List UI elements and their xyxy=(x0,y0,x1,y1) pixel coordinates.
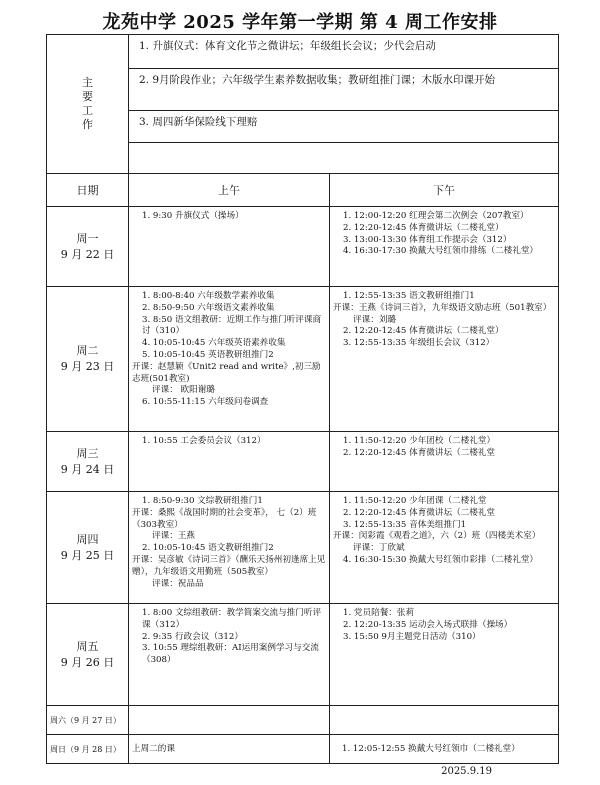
day-label-thu xyxy=(47,492,129,604)
schedule-item: 2. 12:20-12:45 体育微讲坛（二楼礼堂 xyxy=(343,507,496,518)
tue-am xyxy=(129,287,330,432)
schedule-item: 3. 12:55-13:35 音体美组推门1 xyxy=(343,519,467,530)
day-name: 周三 xyxy=(76,446,99,460)
schedule-item: 评课：丁欣斌 xyxy=(353,543,405,554)
tue-pm xyxy=(330,287,559,432)
fri-am xyxy=(129,604,330,706)
day-label-fri xyxy=(47,604,129,706)
main-task-1: 1. 升旗仪式：体育文化节之微讲坛；年级组长会议；少代会启动 xyxy=(129,35,559,69)
fri-pm xyxy=(330,604,559,706)
schedule-item: 1. 8:50-9:30 文综教研组推门1 xyxy=(142,496,263,506)
main-task-2: 2. 9月阶段作业；六年级学生素养数据收集；教研组推门课；木版水印课开始 xyxy=(129,69,559,111)
header-pm: 下午 xyxy=(330,174,559,207)
header-date: 日期 xyxy=(47,174,129,207)
wed-pm xyxy=(330,432,559,492)
thu-am xyxy=(129,492,330,604)
schedule-item: 3. 13:00-13:30 体育组工作提示会（312） xyxy=(343,234,512,245)
schedule-item: 1. 12:00-12:20 红理会第二次例会（207教室） xyxy=(343,211,529,221)
schedule-item: 4. 10:05-10:45 六年级英语素养收集 xyxy=(142,338,286,349)
schedule-item: 1. 9:30 升旗仪式（操场） xyxy=(142,211,244,221)
schedule-item: 2. 12:20-12:45 体育微讲坛（二楼礼堂 xyxy=(343,447,496,458)
mon-am xyxy=(129,207,330,287)
sun-pm: 1. 12:05-12:55 换戴大号红领巾（二楼礼堂） xyxy=(330,735,559,764)
schedule-item: 开课：赵慧颖《Unit2 read and write》,初三励志班(501教室) xyxy=(132,361,321,384)
day-name: 周五 xyxy=(76,639,99,653)
main-work-label xyxy=(47,35,129,174)
schedule-item: 3. 10:55 理综组教研：AI运用案例学习与交流（308） xyxy=(142,643,319,666)
sat-am xyxy=(129,706,330,735)
schedule-item: 2. 12:20-12:45 体育微讲坛（二楼礼堂） xyxy=(343,222,504,233)
schedule-item: 3. 12:55-13:35 年级组长会议（312） xyxy=(343,338,495,349)
schedule-item: 开课：桑熙《战国时期的社会变革》， 七（2）班（303教室） xyxy=(132,507,317,530)
main-work-label-char: 工 xyxy=(82,104,93,117)
main-work-label-char: 作 xyxy=(82,118,93,131)
schedule-item: 开课：王燕《诗词三首》，九年级语文励志班（501教室） xyxy=(333,302,552,313)
schedule-item: 开课：闵彩霞《观看之道》，六（2）班（四楼美术室） xyxy=(333,531,541,542)
page-title: 龙苑中学 2025 学年第一学期 第 4 周工作安排 xyxy=(102,12,498,33)
day-label-sat: 周六（9 月 27 日） xyxy=(47,706,129,735)
sat-pm xyxy=(330,706,559,735)
day-name: 周二 xyxy=(76,344,99,357)
schedule-table xyxy=(46,34,559,764)
schedule-item: 4. 16:30-15:30 换戴大号红领巾彩排（二楼礼堂） xyxy=(343,554,539,565)
sun-am: 上周二的课 xyxy=(129,735,330,764)
schedule-item: 2. 10:05-10:45 语文教研组推门2 xyxy=(142,543,274,554)
schedule-item: 2. 9:35 行政会议（312） xyxy=(142,631,243,642)
thu-pm xyxy=(330,492,559,604)
schedule-item: 评课：王燕 xyxy=(152,531,195,542)
header-am: 上午 xyxy=(129,174,330,207)
schedule-item: 1. 8:00-8:40 六年级数学素养收集 xyxy=(142,291,275,301)
schedule-item: 评课：刘璐 xyxy=(353,314,396,325)
schedule-item: 1. 10:55 工会委员会议（312） xyxy=(142,436,266,446)
main-work-label-char: 要 xyxy=(82,90,93,103)
schedule-item: 3. 15:50 9月主题党日活动（310） xyxy=(343,631,481,642)
day-label-sun: 周日（9 月 28 日） xyxy=(47,735,129,764)
day-name: 周一 xyxy=(76,231,99,245)
day-name: 周四 xyxy=(76,532,99,546)
schedule-item: 开课：吴彦敏《诗词三首》（酬乐天扬州初逢席上见赠），九年级语文用勤班（505教室） xyxy=(132,554,326,577)
schedule-item: 6. 10:55-11:15 六年级问卷调查 xyxy=(142,397,269,408)
schedule-item: 2. 12:20-12:45 体育微讲坛（二楼礼堂） xyxy=(343,326,504,337)
schedule-item: 3. 8:50 语文组教研：近期工作与推门听评课商讨（310） xyxy=(142,314,322,337)
main-work-label-char: 主 xyxy=(82,76,93,89)
wed-am xyxy=(129,432,330,492)
schedule-item: 1. 11:50-12:20 少年团校（二楼礼堂） xyxy=(343,436,496,446)
day-date: 9 月 23 日 xyxy=(60,360,115,373)
schedule-item: 1. 党员陪餐：张莉 xyxy=(343,608,415,618)
schedule-item: 1. 11:50-12:20 少年团课（二楼礼堂 xyxy=(343,496,487,506)
day-label-mon xyxy=(47,207,129,287)
main-task-4 xyxy=(129,143,559,174)
schedule-item: 2. 8:50-9:50 六年级语文素养收集 xyxy=(142,302,275,313)
day-date: 9 月 26 日 xyxy=(60,655,115,669)
schedule-item: 评课： 欧阳谢璐 xyxy=(152,385,215,396)
schedule-item: 评课：祝品品 xyxy=(152,578,204,589)
day-date: 9 月 24 日 xyxy=(60,462,115,476)
mon-pm xyxy=(330,207,559,287)
day-label-wed xyxy=(47,432,129,492)
footer-date: 2025.9.19 xyxy=(441,766,492,777)
schedule-item: 2. 12:20-13:35 运动会入场式联排（操场） xyxy=(343,619,513,630)
main-task-3: 3. 周四新华保险线下理赔 xyxy=(129,111,559,143)
schedule-item: 4. 16:30-17:30 换戴大号红领巾排练（二楼礼堂） xyxy=(343,246,539,257)
schedule-item: 1. 12:55-13:35 语文教研组推门1 xyxy=(343,291,475,301)
day-date: 9 月 22 日 xyxy=(60,247,115,261)
schedule-item: 1. 8:00 文综组教研：教学简案交流与推门听评课（312） xyxy=(142,608,322,630)
schedule-item: 5. 10:05-10:45 英语教研组推门2 xyxy=(142,349,274,360)
day-date: 9 月 25 日 xyxy=(60,548,115,562)
day-label-tue xyxy=(47,287,129,432)
